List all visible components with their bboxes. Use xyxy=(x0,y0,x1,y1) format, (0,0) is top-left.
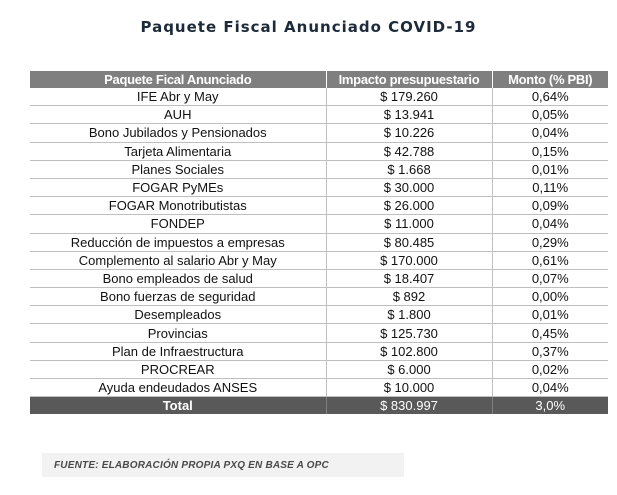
cell-budget-impact: $ 80.485 xyxy=(326,233,492,251)
cell-gdp-share: 0,05% xyxy=(492,106,608,124)
table-row xyxy=(30,288,608,306)
table-row xyxy=(30,269,608,287)
cell-package-item: Complemento al salario Abr y May xyxy=(30,251,326,269)
page-title: Paquete Fiscal Anunciado COVID-19 xyxy=(140,18,477,36)
cell-gdp-share: 0,61% xyxy=(492,251,608,269)
cell-gdp-share: 0,15% xyxy=(492,142,608,160)
cell-gdp-share: 0,00% xyxy=(492,288,608,306)
table-row xyxy=(30,106,608,124)
source-note: FUENTE: ELABORACIÓN PROPIA PXQ EN BASE A OPC xyxy=(42,453,404,477)
cell-package-item: Bono fuerzas de seguridad xyxy=(30,288,326,306)
cell-package-item: Planes Sociales xyxy=(30,160,326,178)
total-budget-impact: $ 830.997 xyxy=(326,397,492,415)
cell-gdp-share: 0,02% xyxy=(492,360,608,378)
table-row xyxy=(30,324,608,342)
cell-budget-impact: $ 102.800 xyxy=(326,342,492,360)
table-total-row xyxy=(30,397,608,415)
cell-gdp-share: 0,09% xyxy=(492,197,608,215)
table-row xyxy=(30,124,608,142)
cell-gdp-share: 0,64% xyxy=(492,88,608,106)
cell-package-item: Desempleados xyxy=(30,306,326,324)
cell-package-item: IFE Abr y May xyxy=(30,88,326,106)
table-row xyxy=(30,160,608,178)
cell-budget-impact: $ 26.000 xyxy=(326,197,492,215)
column-header-budget-impact: Impacto presupuestario xyxy=(326,71,492,88)
cell-gdp-share: 0,37% xyxy=(492,342,608,360)
column-header-gdp-share: Monto (% PBI) xyxy=(492,71,608,88)
cell-gdp-share: 0,04% xyxy=(492,124,608,142)
total-gdp-share: 3,0% xyxy=(492,397,608,415)
cell-budget-impact: $ 10.226 xyxy=(326,124,492,142)
cell-gdp-share: 0,01% xyxy=(492,306,608,324)
cell-budget-impact: $ 125.730 xyxy=(326,324,492,342)
table-header-row xyxy=(30,71,608,88)
cell-gdp-share: 0,29% xyxy=(492,233,608,251)
cell-budget-impact: $ 13.941 xyxy=(326,106,492,124)
cell-gdp-share: 0,01% xyxy=(492,160,608,178)
table-row xyxy=(30,142,608,160)
cell-package-item: Provincias xyxy=(30,324,326,342)
column-header-package: Paquete Fical Anunciado xyxy=(30,71,326,88)
table-row xyxy=(30,88,608,106)
table-row xyxy=(30,251,608,269)
cell-budget-impact: $ 6.000 xyxy=(326,360,492,378)
fiscal-package-table xyxy=(30,71,608,414)
cell-budget-impact: $ 18.407 xyxy=(326,269,492,287)
cell-package-item: FONDEP xyxy=(30,215,326,233)
cell-budget-impact: $ 11.000 xyxy=(326,215,492,233)
table-row xyxy=(30,178,608,196)
cell-gdp-share: 0,04% xyxy=(492,215,608,233)
cell-package-item: Bono Jubilados y Pensionados xyxy=(30,124,326,142)
cell-budget-impact: $ 42.788 xyxy=(326,142,492,160)
cell-package-item: PROCREAR xyxy=(30,360,326,378)
cell-package-item: FOGAR Monotributistas xyxy=(30,197,326,215)
cell-gdp-share: 0,04% xyxy=(492,379,608,397)
table-row xyxy=(30,342,608,360)
cell-budget-impact: $ 1.800 xyxy=(326,306,492,324)
cell-gdp-share: 0,11% xyxy=(492,178,608,196)
table-row xyxy=(30,360,608,378)
cell-gdp-share: 0,07% xyxy=(492,269,608,287)
cell-package-item: Reducción de impuestos a empresas xyxy=(30,233,326,251)
cell-package-item: Tarjeta Alimentaria xyxy=(30,142,326,160)
cell-package-item: Bono empleados de salud xyxy=(30,269,326,287)
cell-package-item: Plan de Infraestructura xyxy=(30,342,326,360)
cell-budget-impact: $ 892 xyxy=(326,288,492,306)
cell-package-item: AUH xyxy=(30,106,326,124)
cell-budget-impact: $ 179.260 xyxy=(326,88,492,106)
table-row xyxy=(30,379,608,397)
table-row xyxy=(30,306,608,324)
cell-gdp-share: 0,45% xyxy=(492,324,608,342)
table-row xyxy=(30,215,608,233)
cell-budget-impact: $ 10.000 xyxy=(326,379,492,397)
cell-budget-impact: $ 170.000 xyxy=(326,251,492,269)
table-body xyxy=(30,88,608,397)
cell-package-item: FOGAR PyMEs xyxy=(30,178,326,196)
cell-budget-impact: $ 30.000 xyxy=(326,178,492,196)
cell-budget-impact: $ 1.668 xyxy=(326,160,492,178)
cell-package-item: Ayuda endeudados ANSES xyxy=(30,379,326,397)
table-row xyxy=(30,233,608,251)
total-label: Total xyxy=(30,397,326,415)
table-row xyxy=(30,197,608,215)
